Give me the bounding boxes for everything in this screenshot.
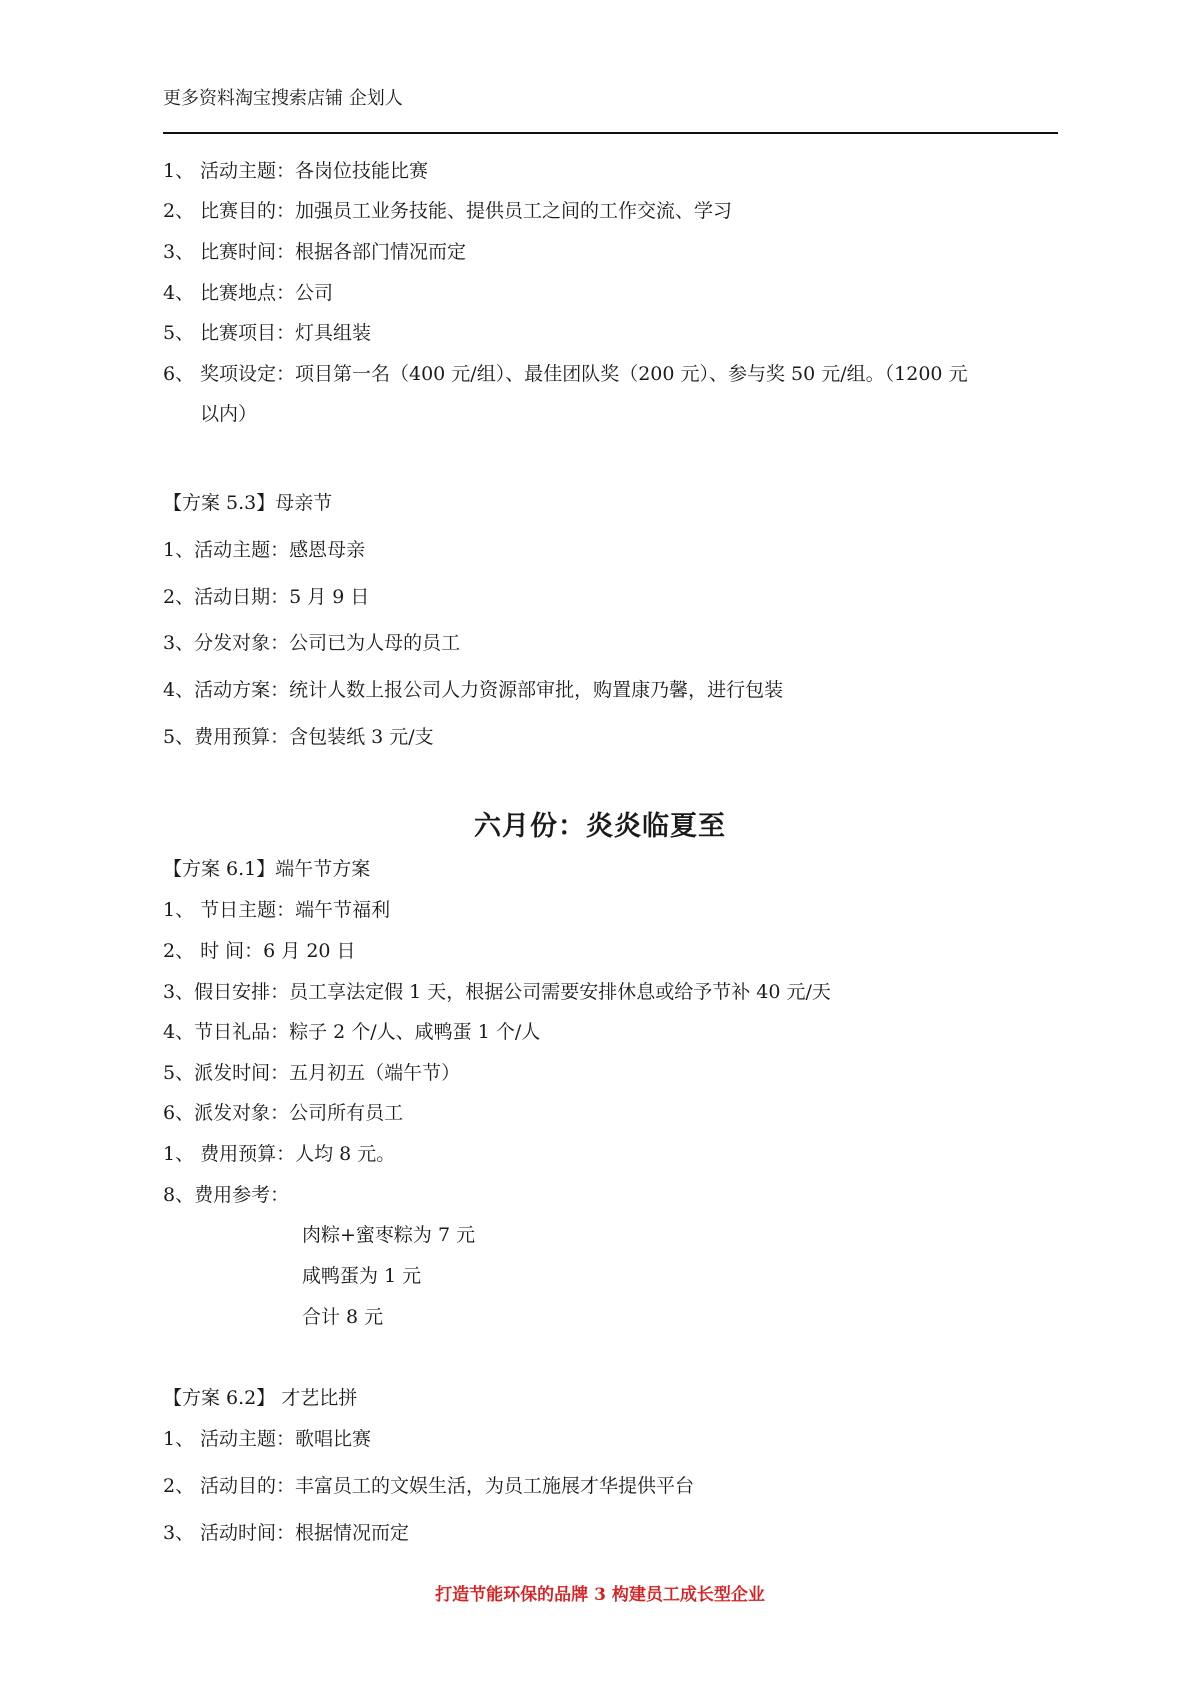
header-rule — [163, 132, 1058, 134]
list-item: 1、活动主题：感恩母亲 — [163, 539, 366, 561]
list-item: 5、 比赛项目：灯具组装 — [163, 322, 372, 344]
list-item: 2、活动日期：5 月 9 日 — [163, 586, 370, 608]
list-item: 1、 活动主题：各岗位技能比赛 — [163, 160, 429, 182]
cost-line: 合计 8 元 — [302, 1306, 384, 1328]
list-item: 4、节日礼品：粽子 2 个/人、咸鸭蛋 1 个/人 — [163, 1021, 541, 1043]
list-item: 5、费用预算：含包装纸 3 元/支 — [163, 726, 434, 748]
list-item: 2、 比赛目的：加强员工业务技能、提供员工之间的工作交流、学习 — [163, 200, 733, 222]
plan-5-3-title: 【方案 5.3】母亲节 — [163, 492, 333, 514]
list-item: 4、活动方案：统计人数上报公司人力资源部审批，购置康乃馨，进行包装 — [163, 679, 784, 701]
june-section-title: 六月份：炎炎临夏至 — [474, 811, 726, 842]
list-item: 6、派发对象：公司所有员工 — [163, 1102, 404, 1124]
list-item: 1、 节日主题：端午节福利 — [163, 899, 391, 921]
list-item: 3、分发对象：公司已为人母的员工 — [163, 632, 461, 654]
list-item: 4、 比赛地点：公司 — [163, 282, 334, 304]
page-footer: 打造节能环保的品牌 3 构建员工成长型企业 — [435, 1585, 765, 1605]
page-header: 更多资料淘宝搜索店铺 企划人 — [163, 88, 403, 109]
list-item: 6、 奖项设定：项目第一名（400 元/组）、最佳团队奖（200 元）、参与奖 50 元/组。（1200 元 — [163, 363, 968, 385]
plan-6-2-title: 【方案 6.2】 才艺比拼 — [163, 1387, 358, 1409]
cost-line: 咸鸭蛋为 1 元 — [302, 1265, 422, 1287]
list-item: 8、费用参考： — [163, 1184, 290, 1206]
list-item-continuation: 以内） — [200, 403, 258, 425]
list-item: 3、假日安排：员工享法定假 1 天，根据公司需要安排休息或给予节补 40 元/天 — [163, 981, 831, 1003]
list-item: 5、派发时间：五月初五（端午节） — [163, 1062, 461, 1084]
list-item: 2、 时 间：6 月 20 日 — [163, 940, 356, 962]
plan-6-1-title: 【方案 6.1】端午节方案 — [163, 858, 371, 880]
list-item: 1、 费用预算：人均 8 元。 — [163, 1143, 396, 1165]
list-item: 3、 比赛时间：根据各部门情况而定 — [163, 241, 467, 263]
list-item: 2、 活动目的：丰富员工的文娱生活，为员工施展才华提供平台 — [163, 1475, 695, 1497]
list-item: 1、 活动主题：歌唱比赛 — [163, 1428, 372, 1450]
cost-line: 肉粽+蜜枣粽为 7 元 — [302, 1224, 476, 1246]
list-item: 3、 活动时间：根据情况而定 — [163, 1522, 410, 1544]
